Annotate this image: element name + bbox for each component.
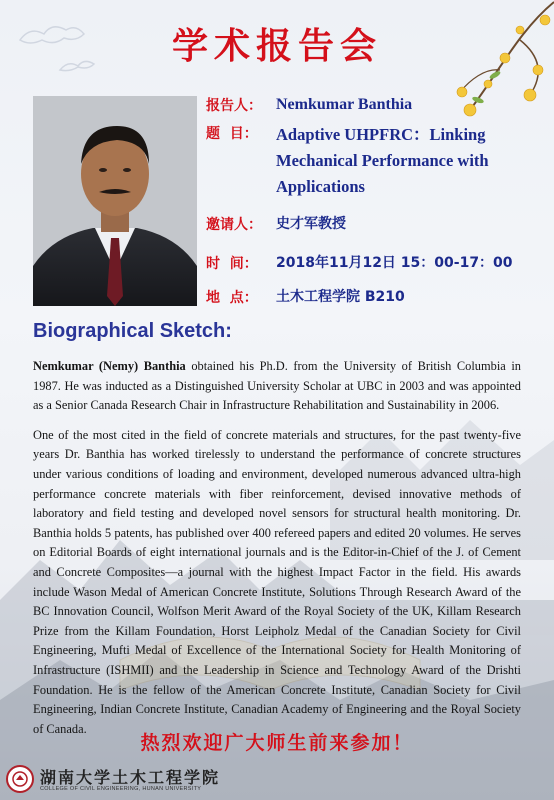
time-label: 时 间： [206,256,258,272]
logo-subtitle: COLLEGE OF CIVIL ENGINEERING, HUNAN UNIVERSITY [40,786,202,792]
invitation-text: 热烈欢迎广大师生前来参加！ [140,732,414,754]
bio-speaker-name: Nemkumar (Nemy) Banthia [33,359,186,373]
time-value: 2018年11月12日 15：00-17：00 [276,255,513,271]
poster-title: 学术报告会 [171,25,382,67]
inviter-label: 邀请人： [206,217,262,233]
university-seal-icon [6,765,34,793]
bio-paragraph-1-text: obtained his Ph.D. from the University of British Columbia in 1987. He was inducted as a Distinguished University Scholar at UBC in 2003 and was appointed as a Senior Canada Research Chair in Infrastructure Rehabilitation and Sustainability in 2006. [33,359,521,413]
logo-name: 湖南大学土木工程学院 [40,768,221,787]
speaker-photo [33,96,197,306]
reporter-name: Nemkumar Banthia [276,96,413,113]
university-logo [6,765,221,797]
reporter-label: 报告人： [206,98,262,114]
bio-paragraph-1 [33,357,521,416]
place-value: 土木工程学院 B210 [276,289,405,305]
place-label: 地 点： [206,290,258,306]
inviter-value: 史才军教授 [276,216,346,232]
bio-body [33,357,521,749]
topic-label: 题 目： [206,126,258,142]
bio-paragraph-2: One of the most cited in the field of concrete materials and structures, for the past twenty-five years Dr. Banthia has worked tirelessly to understand the performance of concrete structures under various conditions of loading and environment, developed numerous advanced ultra-high performance concrete materials with fiber reinforcement, devised innovative methods of laboratory and field testing and developed novel sensors for structural health monitoring. Dr. Banthia holds 5 patents, has published over 400 refereed papers and edited 20 volumes. He serves on Editorial Boards of eight international journals and is the Editor-in-Chief of the J. of Cement and Concrete Composites—a journal with the highest Impact Factor in the field. His awards include Wason Medal of American Concrete Institute, Solutions Through Research Award of the BC Innovation Council, Wolfson Merit Award of the Royal Society of the UK, Killam Research Prize from the Killam Foundation, Horst Leipholz Medal of the Canadian Society for Civil Engineering, Mufti Medal of Excellence of the International Society for Health Monitoring of Infrastructure (ISHMII) and the Leadership in Science and Technology Award of the Drishti Foundation. He is the fellow of the American Concrete Institute, Canadian Society for Civil Engineering, Indian Concrete Institute, Canadian Academy of Engineering and the Royal Society of Canada. [33,427,521,736]
topic-value: Adaptive UHPFRC：Linking Mechanical Performance with Applications [276,125,489,196]
bio-heading: Biographical Sketch: [33,320,232,342]
